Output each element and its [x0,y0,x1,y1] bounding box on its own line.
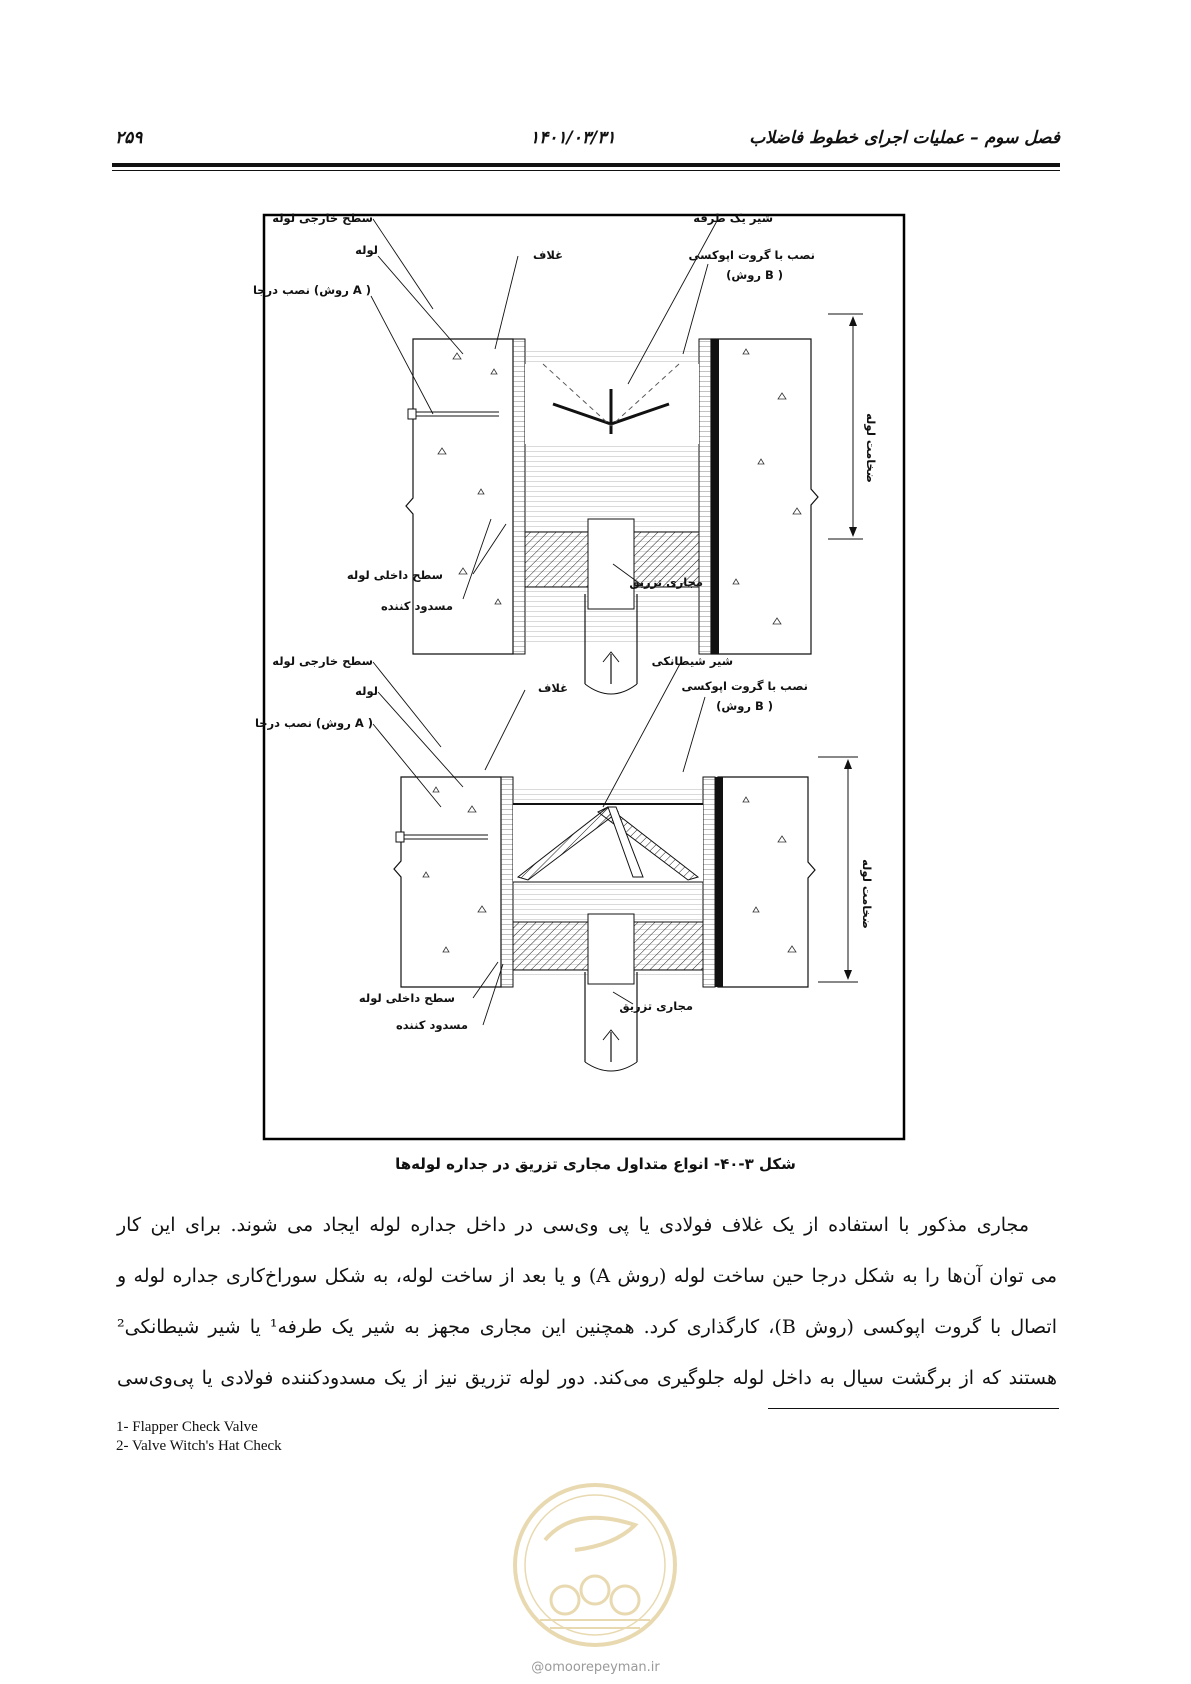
label-method-b-top: (روش B ) [726,268,783,282]
label-epoxy-bottom: نصب با گروت اپوکسی [681,679,808,693]
label-sleeve-bottom: غلاف [538,681,568,695]
footnote-2: 2- Valve Witch's Hat Check [116,1438,282,1454]
label-pipe-bottom: لوله [355,684,378,698]
watermark-logo [505,1470,685,1670]
footnote-1: 1- Flapper Check Valve [116,1419,258,1435]
label-cast-in-top: نصب درجا (روش A ) [252,283,371,297]
label-outer-surface-top: سطح خارجی لوله [272,211,373,225]
label-outer-surface-bottom: سطح خارجی لوله [272,654,373,668]
label-witch-hat-valve: شیر شیطانکی [651,654,733,668]
injection-port-figure [252,211,905,1140]
header-date: ۱۴۰۱/۰۳/۳۱ [530,128,616,148]
label-plug-top: مسدود کننده [380,599,453,613]
label-inner-surface-top: سطح داخلی لوله [346,568,443,582]
body-line-1: مجاری مذکور با استفاده از یک غلاف فولادی یا پی وی‌سی در داخل جداره لوله ایجاد می شوند. برای این کار [117,1214,1029,1236]
label-injection-top: مجاری تزریق [629,575,703,589]
label-wall-thickness-top: ضخامت لوله [864,413,878,483]
top-diagram [253,211,878,694]
header-rule-thin [112,170,1060,171]
body-line-3: اتصال با گروت اپوکسی (روش B)، کارگذاری کرد. همچنین این مجاری مجهز به شیر یک طرفه¹ یا شیر شیطانکی² [117,1316,1057,1338]
label-cast-in-bottom: نصب درجا (روش A ) [254,716,373,730]
label-one-way-valve: شیر یک طرفه [693,211,773,225]
figure-caption: شکل ۳-۴۰- انواع متداول مجاری تزریق در جداره لوله‌ها [395,1155,796,1173]
label-method-b-bottom: (روش B ) [716,699,773,713]
label-epoxy-top: نصب با گروت اپوکسی [688,248,815,262]
chapter-title: فصل سوم – عملیات اجرای خطوط فاضلاب [749,128,1060,148]
watermark-url: @omoorepeyman.ir [531,1660,660,1675]
footnotes [116,1418,282,1456]
label-inner-surface-bottom: سطح داخلی لوله [358,991,455,1005]
footnote-rule [768,1408,1059,1409]
page-number: ۲۵۹ [115,128,143,148]
label-injection-bottom: مجاری تزریق [619,999,693,1013]
label-pipe-top: لوله [355,243,378,257]
body-text [117,1200,1057,1404]
label-plug-bottom: مسدود کننده [395,1018,468,1032]
bottom-diagram [255,654,874,1071]
header-rule [112,163,1060,167]
label-sleeve-top: غلاف [533,248,563,262]
body-line-4: هستند که از برگشت سیال به داخل لوله جلوگیری می‌کند. دور لوله تزریق نیز از یک مسدودکننده فولادی یا پی‌وی‌سی [117,1367,1057,1389]
label-wall-thickness-bottom: ضخامت لوله [860,859,874,929]
body-line-2: می توان آن‌ها را به شکل درجا حین ساخت لوله (روش A) و یا بعد از ساخت لوله، به شکل سوراخ‌کاری جداره لوله و [117,1265,1057,1287]
